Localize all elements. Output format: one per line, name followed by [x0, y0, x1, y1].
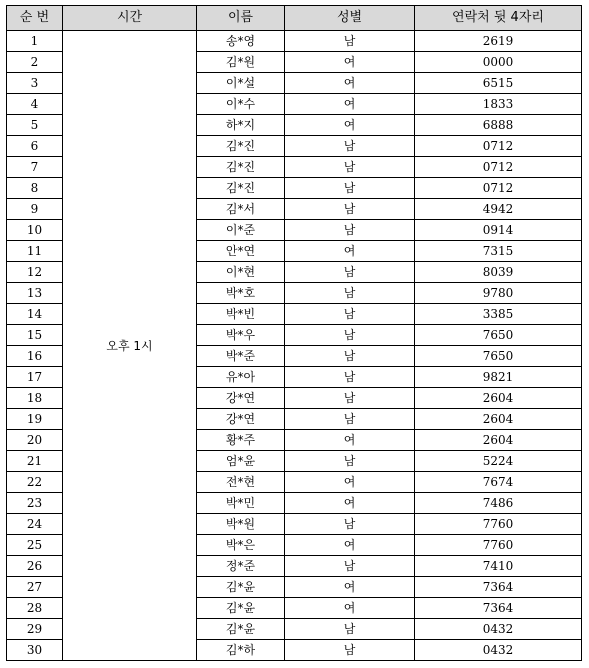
row-no: 15 [7, 325, 63, 346]
row-no: 1 [7, 31, 63, 52]
row-gender: 남 [285, 451, 415, 472]
row-name: 김*윤 [197, 577, 285, 598]
row-no: 6 [7, 136, 63, 157]
row-phone: 0712 [415, 178, 582, 199]
row-no: 2 [7, 52, 63, 73]
row-gender: 남 [285, 346, 415, 367]
row-phone: 0000 [415, 52, 582, 73]
row-name: 정*준 [197, 556, 285, 577]
row-name: 박*호 [197, 283, 285, 304]
row-phone: 8039 [415, 262, 582, 283]
row-name: 박*빈 [197, 304, 285, 325]
row-name: 전*현 [197, 472, 285, 493]
row-phone: 5224 [415, 451, 582, 472]
row-phone: 9780 [415, 283, 582, 304]
row-gender: 남 [285, 304, 415, 325]
header-phone: 연락처 뒷 4자리 [415, 6, 582, 31]
row-gender: 여 [285, 115, 415, 136]
row-gender: 남 [285, 325, 415, 346]
row-gender: 남 [285, 283, 415, 304]
row-gender: 남 [285, 409, 415, 430]
row-phone: 2604 [415, 388, 582, 409]
row-no: 22 [7, 472, 63, 493]
row-no: 26 [7, 556, 63, 577]
row-gender: 여 [285, 94, 415, 115]
row-phone: 7486 [415, 493, 582, 514]
row-gender: 여 [285, 430, 415, 451]
header-time: 시간 [63, 6, 197, 31]
row-phone: 7760 [415, 514, 582, 535]
row-no: 7 [7, 157, 63, 178]
row-gender: 여 [285, 577, 415, 598]
row-gender: 남 [285, 619, 415, 640]
row-name: 김*윤 [197, 619, 285, 640]
row-name: 박*우 [197, 325, 285, 346]
row-gender: 남 [285, 178, 415, 199]
row-phone: 0712 [415, 157, 582, 178]
row-gender: 남 [285, 262, 415, 283]
row-gender: 여 [285, 241, 415, 262]
row-no: 30 [7, 640, 63, 661]
row-phone: 0432 [415, 619, 582, 640]
row-phone: 0432 [415, 640, 582, 661]
row-phone: 7410 [415, 556, 582, 577]
row-name: 하*지 [197, 115, 285, 136]
row-name: 김*진 [197, 178, 285, 199]
row-no: 24 [7, 514, 63, 535]
row-no: 27 [7, 577, 63, 598]
row-no: 18 [7, 388, 63, 409]
row-name: 유*아 [197, 367, 285, 388]
time-cell: 오후 1시 [63, 31, 197, 661]
row-gender: 남 [285, 556, 415, 577]
row-phone: 7760 [415, 535, 582, 556]
row-name: 박*원 [197, 514, 285, 535]
row-gender: 여 [285, 598, 415, 619]
row-phone: 7650 [415, 325, 582, 346]
table-header [7, 6, 582, 31]
row-no: 16 [7, 346, 63, 367]
header-no: 순 번 [7, 6, 63, 31]
row-no: 13 [7, 283, 63, 304]
row-gender: 여 [285, 535, 415, 556]
row-no: 23 [7, 493, 63, 514]
row-name: 엄*윤 [197, 451, 285, 472]
row-name: 김*윤 [197, 598, 285, 619]
row-no: 11 [7, 241, 63, 262]
row-gender: 여 [285, 493, 415, 514]
table-body [7, 31, 582, 661]
row-name: 황*주 [197, 430, 285, 451]
row-gender: 여 [285, 52, 415, 73]
row-name: 김*진 [197, 136, 285, 157]
row-gender: 남 [285, 31, 415, 52]
row-name: 김*진 [197, 157, 285, 178]
roster-table-container [6, 5, 582, 661]
row-no: 4 [7, 94, 63, 115]
row-no: 20 [7, 430, 63, 451]
row-name: 박*민 [197, 493, 285, 514]
row-no: 9 [7, 199, 63, 220]
row-name: 강*연 [197, 388, 285, 409]
row-no: 5 [7, 115, 63, 136]
row-gender: 남 [285, 157, 415, 178]
row-no: 28 [7, 598, 63, 619]
row-gender: 남 [285, 388, 415, 409]
row-no: 10 [7, 220, 63, 241]
row-no: 3 [7, 73, 63, 94]
row-no: 29 [7, 619, 63, 640]
row-phone: 0712 [415, 136, 582, 157]
row-name: 이*현 [197, 262, 285, 283]
row-phone: 2619 [415, 31, 582, 52]
header-name: 이름 [197, 6, 285, 31]
row-no: 25 [7, 535, 63, 556]
row-name: 김*원 [197, 52, 285, 73]
row-phone: 0914 [415, 220, 582, 241]
row-phone: 1833 [415, 94, 582, 115]
row-name: 박*은 [197, 535, 285, 556]
row-name: 이*준 [197, 220, 285, 241]
row-gender: 남 [285, 514, 415, 535]
row-no: 19 [7, 409, 63, 430]
row-gender: 남 [285, 199, 415, 220]
roster-table [6, 5, 582, 661]
row-gender: 남 [285, 220, 415, 241]
row-phone: 6888 [415, 115, 582, 136]
row-no: 21 [7, 451, 63, 472]
row-no: 8 [7, 178, 63, 199]
row-phone: 2604 [415, 409, 582, 430]
row-phone: 7674 [415, 472, 582, 493]
row-phone: 7364 [415, 577, 582, 598]
row-no: 14 [7, 304, 63, 325]
row-name: 이*수 [197, 94, 285, 115]
row-no: 12 [7, 262, 63, 283]
row-name: 안*연 [197, 241, 285, 262]
row-gender: 남 [285, 367, 415, 388]
row-name: 송*영 [197, 31, 285, 52]
row-gender: 여 [285, 472, 415, 493]
row-phone: 2604 [415, 430, 582, 451]
row-gender: 여 [285, 73, 415, 94]
row-gender: 남 [285, 640, 415, 661]
row-phone: 9821 [415, 367, 582, 388]
row-name: 이*설 [197, 73, 285, 94]
header-gender: 성별 [285, 6, 415, 31]
row-phone: 7650 [415, 346, 582, 367]
table-row [7, 31, 582, 52]
row-name: 박*준 [197, 346, 285, 367]
header-row [7, 6, 582, 31]
row-name: 김*하 [197, 640, 285, 661]
row-phone: 4942 [415, 199, 582, 220]
row-phone: 7364 [415, 598, 582, 619]
row-no: 17 [7, 367, 63, 388]
row-phone: 7315 [415, 241, 582, 262]
row-gender: 남 [285, 136, 415, 157]
row-phone: 3385 [415, 304, 582, 325]
row-name: 김*서 [197, 199, 285, 220]
row-name: 강*연 [197, 409, 285, 430]
row-phone: 6515 [415, 73, 582, 94]
